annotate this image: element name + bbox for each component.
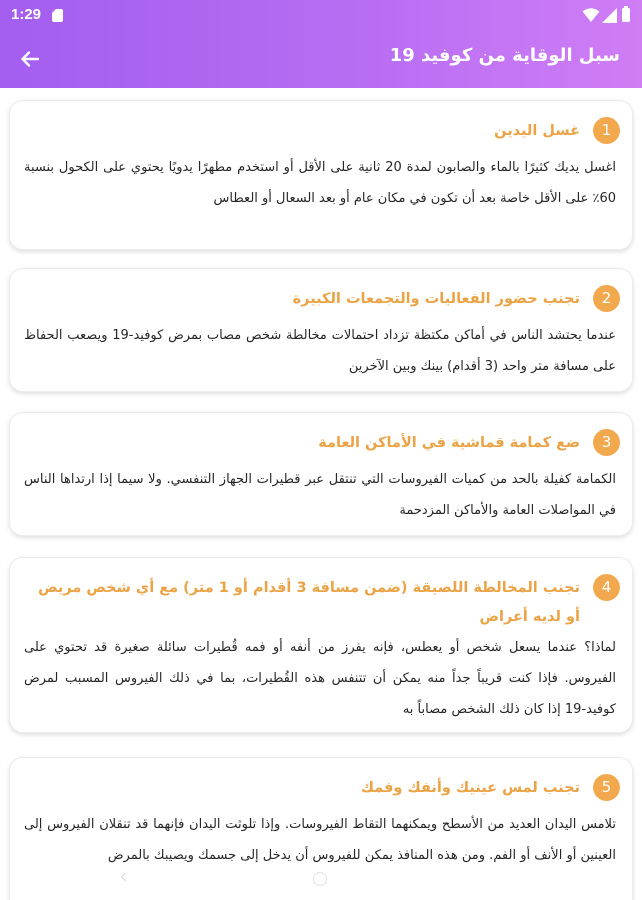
tip-title: تجنب حضور الفعاليات والتجمعات الكبيرة — [292, 291, 580, 307]
tip-header — [24, 117, 620, 146]
app-bar — [0, 30, 642, 88]
signal-icon — [602, 8, 617, 23]
tip-text: تلامس اليدان العديد من الأسطح ويمكنهما التقاط الفيروسات. وإذا تلوثت اليدان فإنهما قد تنقلان الفيروس إلى العينين أو الأنف أو الفم. ومن هذه المنافذ يمكن للفيروس أن يدخل إلى جسمك ويصيبك بالمرض — [24, 817, 616, 863]
battery-icon — [622, 8, 630, 22]
tip-text: لماذا؟ عندما يسعل شخص أو يعطس، فإنه يفرز من أنفه أو فمه قُطيرات سائلة صغيرة قد تحتوي على الفيروس. فإذا كنت قريباً جداً منه يمكن أن تتنفس هذه القُطيرات، بما في ذلك الفيروس المسبب لمرض كوفيد-19 إذا كان ذلك الشخص مصاباً به — [24, 640, 616, 717]
tip-card-4 — [9, 557, 633, 733]
tip-title: ضع كمامة قماشية في الأماكن العامة — [318, 435, 580, 451]
tip-text: الكمامة كفيلة بالحد من كميات الفيروسات التي تنتقل عبر قطيرات الجهاز التنفسي. ولا سيما إذا ارتداها الناس في المواصلات العامة والأماكن المزدحمة — [24, 472, 616, 518]
tip-text: عندما يحتشد الناس في أماكن مكتظة تزداد احتمالات مخالطة شخص مصاب بمرض كوفيد-19 ويصعب الحفاظ على مسافة متر واحد (3 أقدام) بينك وبين الآخرين — [24, 328, 616, 374]
tip-number-badge: 4 — [593, 574, 620, 601]
tip-header — [24, 429, 620, 458]
tip-card-1 — [9, 100, 633, 250]
back-button[interactable] — [10, 39, 50, 79]
tip-title: تجنب لمس عينيك وأنفك وفمك — [360, 780, 580, 796]
nav-home-hint — [313, 872, 327, 886]
tip-text: اغسل يديك كثيرًا بالماء والصابون لمدة 20 ثانية على الأقل أو استخدم مطهرًا يدويًا يحتوي على الكحول بنسبة 60٪ على الأقل خاصة بعد أن تكون في مكان عام أو بعد السعال أو العطاس — [24, 160, 616, 206]
tips-list[interactable] — [0, 88, 642, 900]
sd-card-icon — [52, 9, 63, 22]
system-icons — [582, 7, 632, 23]
tip-number-badge: 2 — [593, 285, 620, 312]
status-time: 1:29 — [11, 6, 42, 23]
tip-header — [24, 574, 620, 632]
arrow-left-icon — [21, 51, 39, 67]
tip-number-badge: 5 — [593, 774, 620, 801]
tip-title: غسل اليدين — [494, 123, 580, 139]
tip-card-2 — [9, 268, 633, 392]
tip-header — [24, 285, 620, 314]
tip-card-3 — [9, 412, 633, 536]
page-title: سبل الوقاية من كوفيد 19 — [389, 45, 620, 66]
tip-number-badge: 3 — [593, 429, 620, 456]
status-bar — [0, 0, 642, 30]
tip-number-badge: 1 — [593, 117, 620, 144]
wifi-icon — [582, 7, 600, 23]
tip-header — [24, 774, 620, 803]
tip-title: تجنب المخالطة اللصيقة (ضمن مسافة 3 أقدام أو 1 متر) مع أي شخص مريض أو لديه أعراض — [38, 580, 580, 625]
